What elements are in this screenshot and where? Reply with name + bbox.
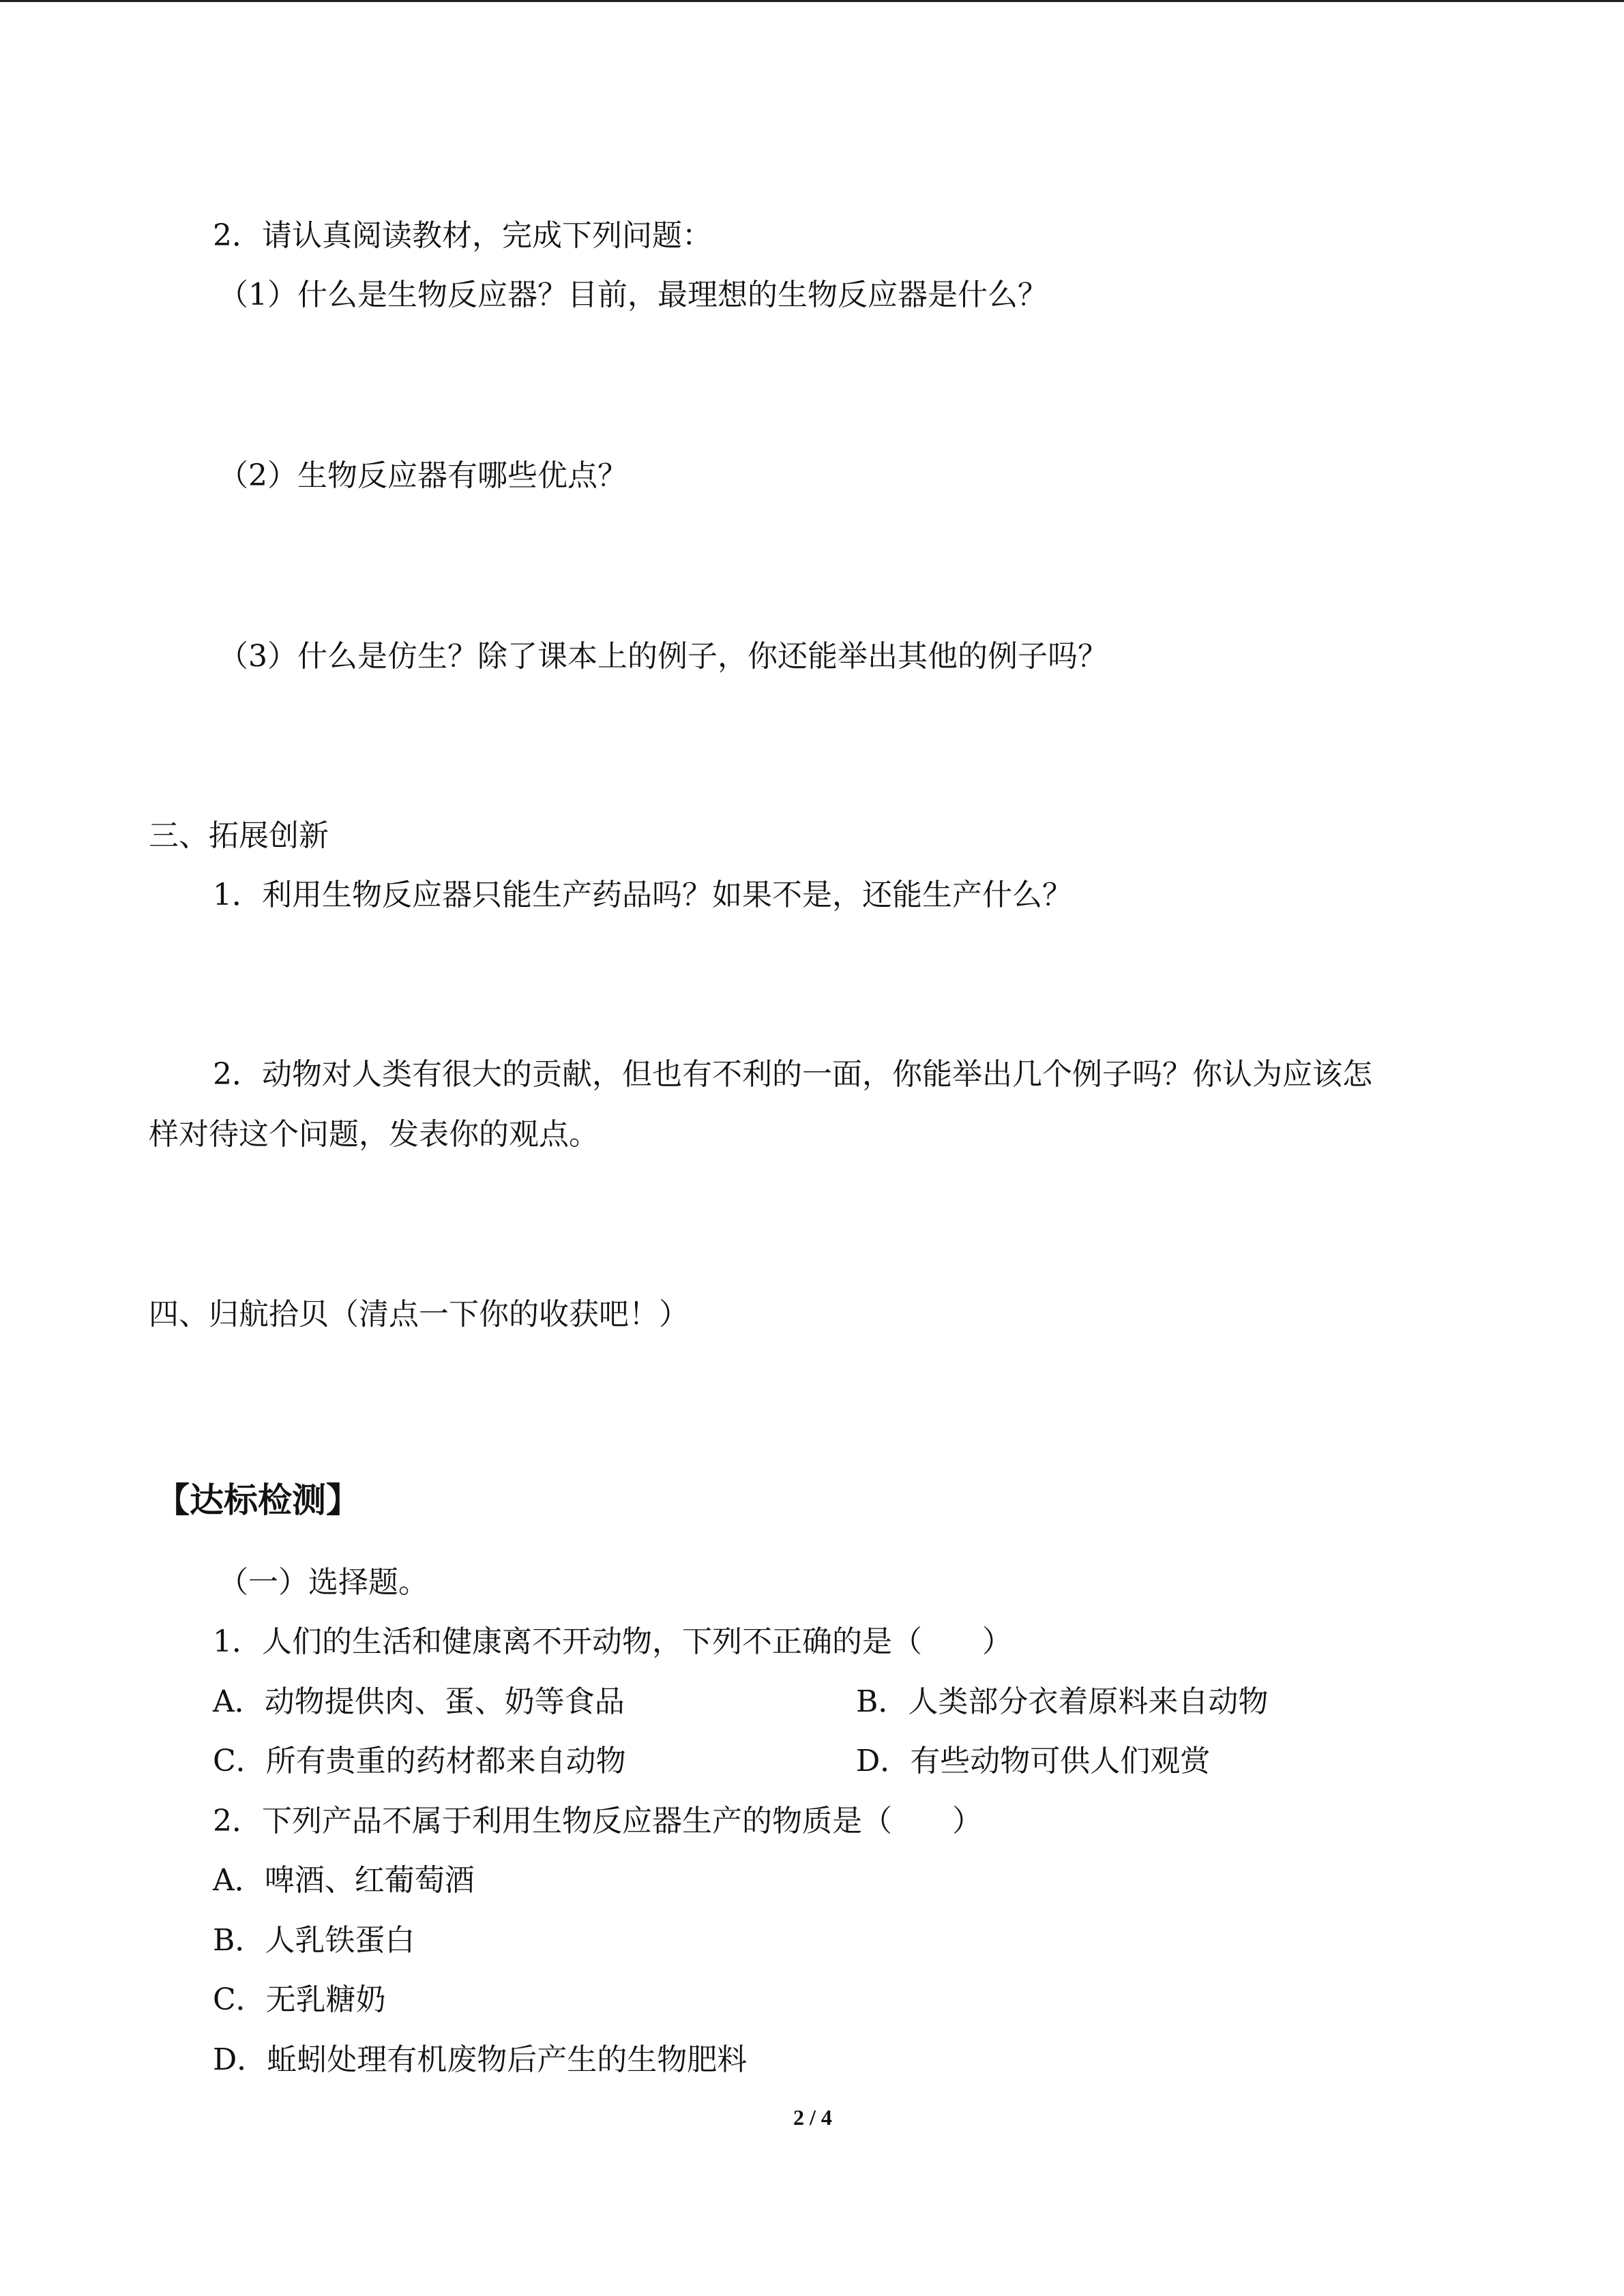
test-heading: 【达标检测】 (156, 1480, 360, 1520)
test-question-1-stem: 1．人们的生活和健康离不开动物，下列不正确的是（ ） (213, 1624, 1012, 1659)
section-3-question-2-line-1: 2．动物对人类有很大的贡献，但也有不利的一面，你能举出几个例子吗？你认为应该怎 (213, 1057, 1372, 1092)
test-question-2-option-b: B．人乳铁蛋白 (213, 1923, 415, 1958)
test-part-1-label: （一）选择题。 (218, 1565, 428, 1600)
section-3-heading: 三、拓展创新 (149, 818, 329, 853)
section-3-question-1: 1．利用生物反应器只能生产药品吗？如果不是，还能生产什么？ (213, 878, 1072, 912)
question-2-part-3: （3）什么是仿生？除了课本上的例子，你还能举出其他的例子吗？ (218, 639, 1108, 674)
test-question-2-option-d: D．蚯蚓处理有机废物后产生的生物肥料 (213, 2042, 748, 2077)
top-border-rule (0, 0, 1624, 2)
test-question-1-option-a: A．动物提供肉、蛋、奶等食品 (213, 1684, 625, 1719)
test-question-1-option-c: C．所有贵重的药材都来自动物 (213, 1744, 626, 1778)
test-question-2-option-a: A．啤酒、红葡萄酒 (213, 1863, 475, 1898)
question-2-intro: 2．请认真阅读教材，完成下列问题： (213, 218, 712, 253)
page-number: 2 / 4 (793, 2105, 832, 2130)
test-question-1-option-d: D．有些动物可供人们观赏 (856, 1744, 1211, 1778)
section-4-heading: 四、归航拾贝（清点一下你的收获吧！） (149, 1297, 689, 1332)
question-2-part-2: （2）生物反应器有哪些优点？ (218, 458, 628, 493)
test-question-2-option-c: C．无乳糖奶 (213, 1982, 386, 2017)
test-question-1-option-b: B．人类部分衣着原料来自动物 (856, 1684, 1269, 1719)
test-question-2-stem: 2．下列产品不属于利用生物反应器生产的物质是（ ） (213, 1804, 982, 1838)
question-2-part-1: （1）什么是生物反应器？目前，最理想的生物反应器是什么？ (218, 278, 1048, 312)
section-3-question-2-line-2: 样对待这个问题，发表你的观点。 (149, 1117, 599, 1152)
